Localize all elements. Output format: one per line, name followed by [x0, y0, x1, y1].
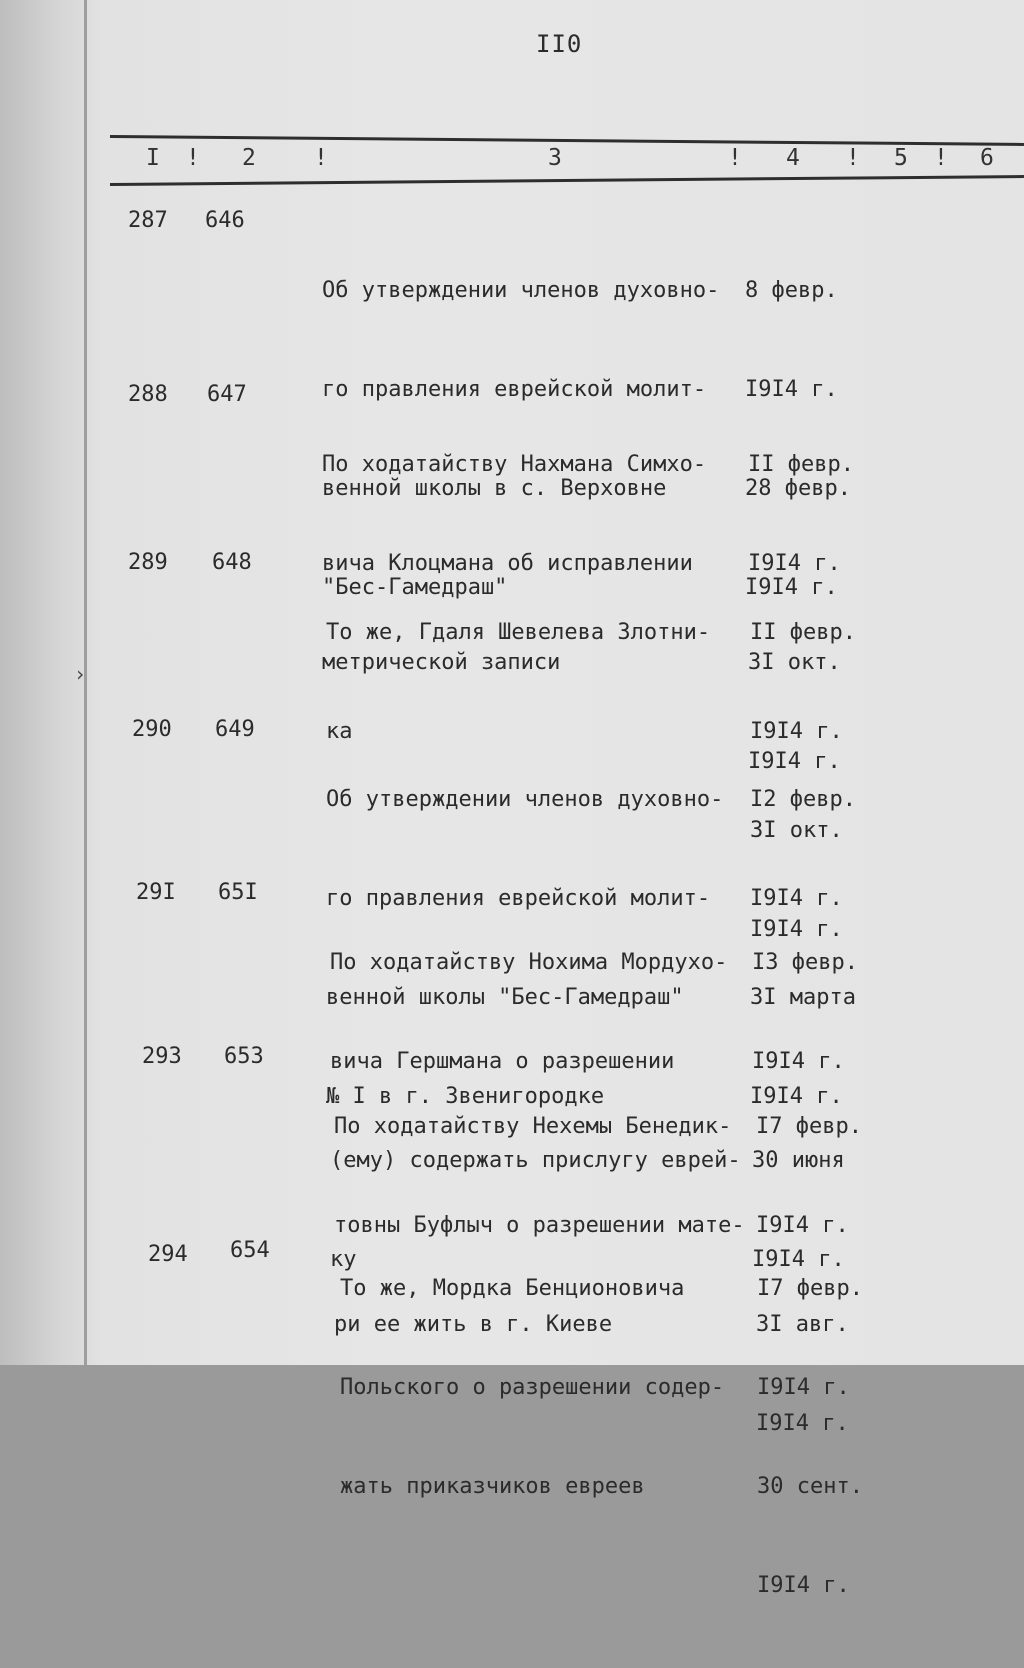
- entry-dates: I3 февр. I9I4 г. 30 июня I9I4 г.: [752, 950, 858, 1272]
- entry-description: По ходатайству Нехемы Бенедик- товны Буфлыч о разрешении мате- ри ее жить в г. Киеве: [334, 1114, 745, 1337]
- case-number: 654: [230, 1238, 270, 1263]
- col-header-5: 5: [894, 145, 908, 171]
- case-number: 649: [215, 717, 255, 742]
- entry-dates: I7 февр. I9I4 г. 30 сент. I9I4 г.: [757, 1276, 863, 1598]
- col-separator: !: [314, 145, 328, 171]
- col-separator: !: [846, 145, 860, 171]
- entry-dates: I7 февр. I9I4 г. 3I авг. I9I4 г.: [756, 1114, 862, 1436]
- entry-number: 29I: [136, 880, 176, 905]
- col-header-4: 4: [786, 145, 800, 171]
- entry-number: 294: [148, 1242, 188, 1267]
- col-header-3: 3: [548, 145, 562, 171]
- entry-dates: I2 февр. I9I4 г. 3I марта I9I4 г.: [750, 787, 856, 1109]
- page-number: II0: [536, 30, 583, 58]
- entry-description: Об утверждении членов духовно- го правления еврейской молит- венной школы в с. Верховне "Бес-Гамедраш": [322, 278, 720, 600]
- entry-dates: II февр. I9I4 г. 3I окт. I9I4 г.: [748, 452, 854, 774]
- entry-number: 293: [142, 1044, 182, 1069]
- col-header-1: I: [146, 145, 160, 171]
- entry-number: 290: [132, 717, 172, 742]
- case-number: 647: [207, 382, 247, 407]
- col-separator: !: [934, 145, 948, 171]
- entry-description: То же, Гдаля Шевелева Злотни- ка: [326, 620, 711, 744]
- col-header-6: 6: [980, 145, 994, 171]
- entry-number: 289: [128, 550, 168, 575]
- col-header-2: 2: [242, 145, 256, 171]
- entry-description: По ходатайству Нахмана Симхо- вича Клоцмана об исправлении метрической записи: [322, 452, 707, 675]
- case-number: 646: [205, 208, 245, 233]
- entry-description: По ходатайству Нохима Мордухо- вича Гершмана о разрешении (ему) содержать прислугу еврей- ку: [330, 950, 741, 1272]
- col-separator: !: [186, 145, 200, 171]
- case-number: 65I: [218, 880, 258, 905]
- case-number: 653: [224, 1044, 264, 1069]
- entry-number: 287: [128, 208, 168, 233]
- entry-description: Об утверждении членов духовно- го правления еврейской молит- венной школы "Бес-Гамедраш" № I в г. Звенигородке: [326, 787, 724, 1109]
- case-number: 648: [212, 550, 252, 575]
- entry-description: То же, Мордка Бенционовича Польского о разрешении содер- жать приказчиков евреев: [340, 1276, 725, 1499]
- entry-dates: II февр. I9I4 г. 3I окт. I9I4 г.: [750, 620, 856, 942]
- header-rule-bottom: [110, 175, 1024, 186]
- col-separator: !: [728, 145, 742, 171]
- entry-number: 288: [128, 382, 168, 407]
- binding-mark: ›: [74, 662, 87, 686]
- entry-dates: 8 февр. I9I4 г. 28 февр. I9I4 г.: [745, 278, 851, 600]
